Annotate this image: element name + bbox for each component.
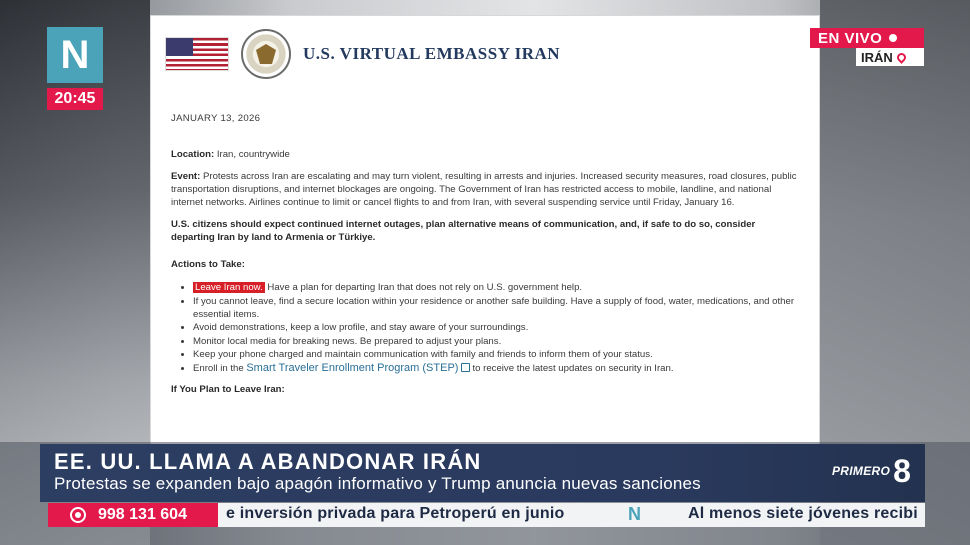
event-label: Event: [171,171,201,182]
us-flag-icon [165,37,229,71]
actions-list [171,281,801,375]
location-line [171,148,801,161]
step-link[interactable]: Smart Traveler Enrollment Program (STEP) [246,361,459,374]
subheadline: Protestas se expanden bajo apagón informativo y Trump anuncia nuevas sanciones [54,474,701,493]
highlighted-text: Leave Iran now. [195,282,263,293]
ticker-separator-icon: N [628,504,641,524]
whatsapp-contact [48,503,218,527]
brand-number: 8 [893,453,911,489]
location-badge-label: IRÁN [861,49,893,65]
list-item-text: to receive the latest updates on security in Iran. [472,362,674,374]
list-item [193,362,801,375]
location-label: Location: [171,149,215,160]
actions-heading: Actions to Take: [171,259,245,270]
embassy-document [150,15,820,445]
list-item: • If you cannot leave, find a secure location within your residence or another safe building. Have a supply of food, water, medications, and other essential items. [193,295,801,321]
ticker-item: Al menos siete jóvenes recibi [688,505,918,522]
phone-number: 998 131 604 [98,506,187,523]
headline: EE. UU. LLAMA A ABANDONAR IRÁN [54,449,482,474]
live-label: EN VIVO [818,29,883,47]
brand-text: PRIMERO [832,464,891,478]
time-display: 20:45 [47,88,103,110]
whatsapp-icon [70,507,86,523]
plan-heading: If You Plan to Leave Iran: [171,383,285,395]
document-header [165,24,560,84]
live-badge [810,28,924,48]
document-title: U.S. VIRTUAL EMBASSY IRAN [303,44,561,63]
external-link-icon [461,363,470,372]
document-date: JANUARY 13, 2026 [171,113,261,124]
list-item-text: Have a plan for departing Iran that does not rely on U.S. government help. [264,282,583,293]
event-paragraph [171,170,801,209]
channel-logo-glyph: N [60,33,90,77]
location-value: Iran, countrywide [216,149,290,160]
list-item: • Avoid demonstrations, keep a low profile, and stay aware of your surroundings. [193,321,801,334]
ticker-item: e inversión privada para Petroperú en junio [226,505,565,522]
event-text: Protests across Iran are escalating and may turn violent, resulting in arrests and injuries. Increased security measures, road closures, public transportation disruptions, and internet blockages are ongoing. The Government of Iran has restricted access to mobile, landline, and national internet networks. Airlines continue to limit or cancel flights to and from Iran, with several suspending service until Friday, January 16. [171,171,797,208]
department-seal-icon [241,29,291,79]
document-body [171,108,801,396]
live-dot-icon [889,34,897,42]
map-pin-icon [895,51,908,64]
news-ticker [48,503,925,527]
list-item: • Monitor local media for breaking news. Be prepared to adjust your plans. [193,335,801,348]
program-brand [832,455,911,487]
warning-paragraph: U.S. citizens should expect continued internet outages, plan alternative means of communication, and, if safe to do so, consider departing Iran by land to Armenia or Türkiye. [171,219,756,243]
list-item [193,281,801,294]
list-item: • Keep your phone charged and maintain communication with family and friends to inform them of your status. [193,348,801,361]
location-badge [856,48,924,66]
channel-logo [47,27,103,83]
list-item-text: Enroll in the [193,362,247,374]
